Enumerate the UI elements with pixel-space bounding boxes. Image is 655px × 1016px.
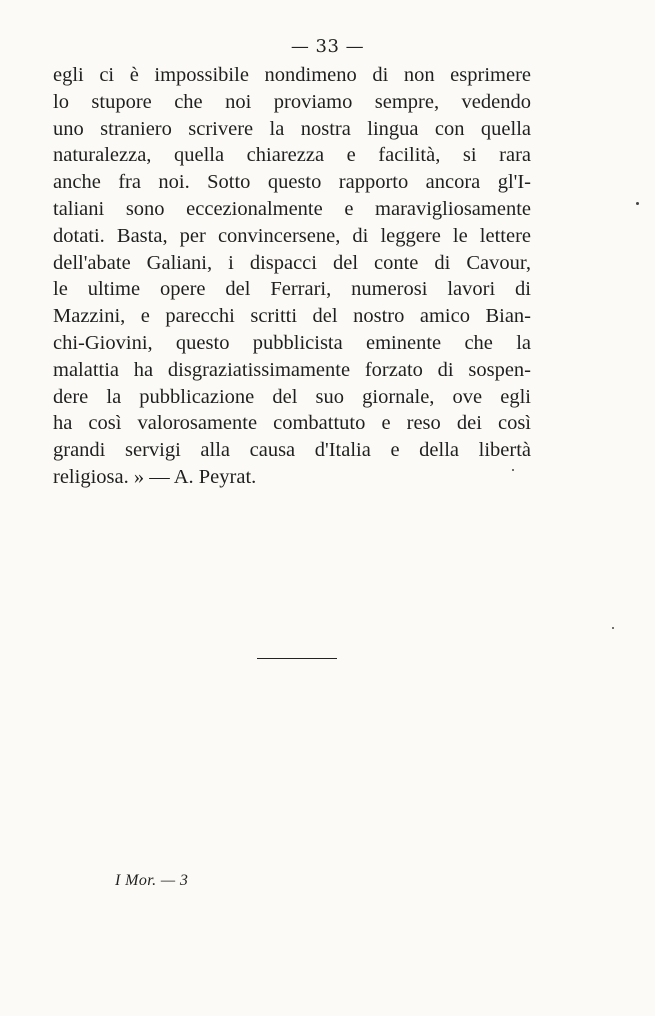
text-line: grandi servigi alla causa d'Italia e della libertà (53, 439, 531, 462)
text-line: Mazzini, e parecchi scritti del nostro amico Bian- (53, 305, 531, 328)
page-number: — 33 — (290, 36, 365, 57)
text-line: religiosa. » — A. Peyrat. (53, 465, 257, 488)
text-line: ha così valorosamente combattuto e reso dei così (53, 412, 531, 435)
text-line: chi-Giovini, questo pubblicista eminente che la (53, 331, 531, 354)
text-line: taliani sono eccezionalmente e maravigliosamente (53, 197, 531, 220)
body-text (53, 62, 531, 491)
text-line: le ultime opere del Ferrari, numerosi lavori di (53, 278, 531, 301)
section-divider (257, 658, 337, 659)
text-line: dell'abate Galiani, i dispacci del conte di Cavour, (53, 251, 531, 274)
text-line: lo stupore che noi proviamo sempre, vedendo (53, 90, 531, 113)
text-line: anche fra noi. Sotto questo rapporto ancora gl'I- (53, 171, 531, 194)
text-line: dere la pubblicazione del suo giornale, ove egli (53, 385, 531, 408)
paper-speck (512, 469, 514, 471)
text-line: naturalezza, quella chiarezza e facilità, si rara (53, 144, 531, 167)
paper-speck (636, 202, 639, 205)
paper-speck (612, 627, 614, 629)
text-line: malattia ha disgraziatissimamente forzato di sospen- (53, 358, 531, 381)
printer-signature: I Mor. — 3 (115, 872, 189, 889)
text-line: dotati. Basta, per convincersene, di leggere le lettere (53, 224, 531, 247)
text-line: egli ci è impossibile nondimeno di non esprimere (53, 64, 531, 86)
text-line: uno straniero scrivere la nostra lingua con quella (53, 117, 531, 140)
